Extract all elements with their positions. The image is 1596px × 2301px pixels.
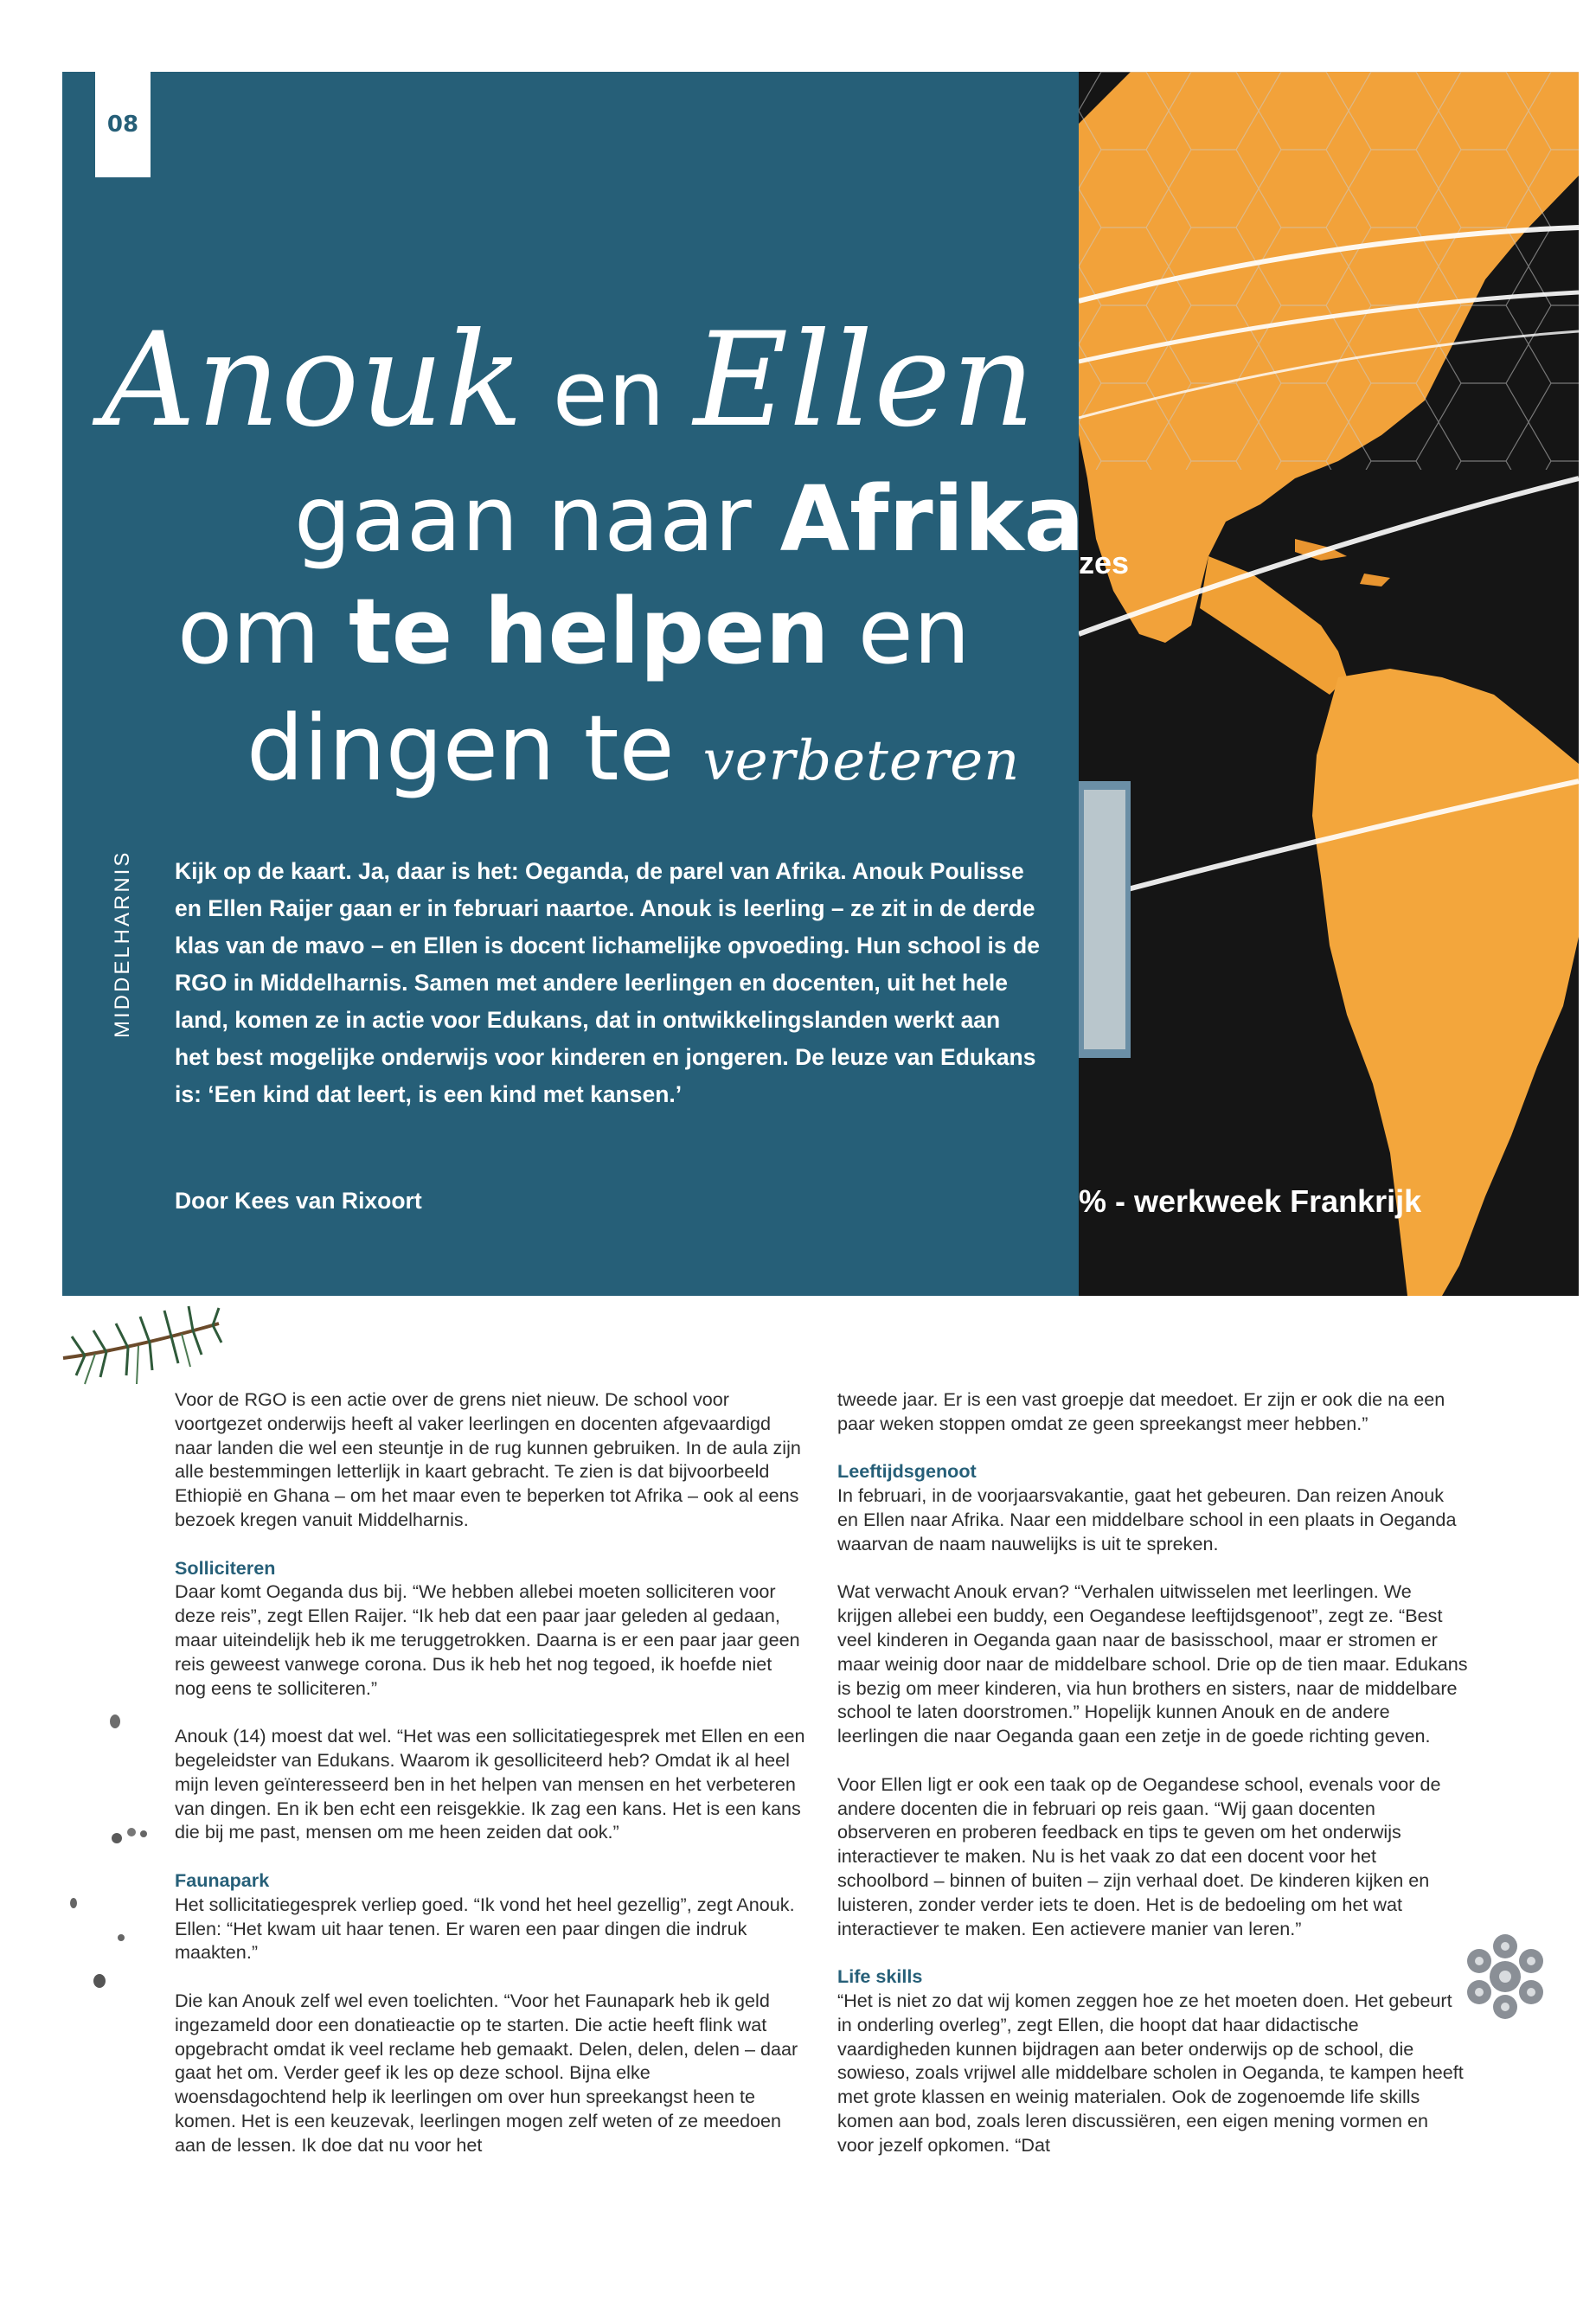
- article-column-1: [175, 1388, 806, 2181]
- paragraph: Anouk (14) moest dat wel. “Het was een sollicitatiegesprek met Ellen en een begeleidster van Edukans. Waarom ik gesolliciteerd heb? Omdat ik al heel mijn leven geïnteresseerd ben in het helpen van mensen en het verbeteren van dingen. En ik ben echt een reisgekkie. Ik zag een kans. Het is een kans die bij me past, mensen om me heen zeiden dat ook.”: [175, 1725, 805, 1843]
- pebble-decoration-1: [102, 1708, 128, 1734]
- title-en: en: [523, 341, 694, 446]
- paragraph: “Het is niet zo dat wij komen zeggen hoe ze het moeten doen. Het gebeurt in onderling overleg”, zegt Ellen, die hoopt dat haar didactische vaardigheden kunnen bijdragen aan beter onderwijs op de school, die sowieso, zoals vrijwel alle middelbare scholen in Oeganda, te kampen heeft met grote klassen en weinig materialen. Ook de zogenoemde life skills komen aan bod, zoals leren discussiëren, een eigen mening vormen en voor jezelf opkomen. “Dat: [837, 1989, 1464, 2156]
- title-om: om: [177, 579, 349, 684]
- subheading-leeftijdsgenoot: Leeftijdsgenoot: [837, 1460, 977, 1483]
- title-en-2: en: [829, 579, 971, 684]
- subheading-life-skills: Life skills: [837, 1965, 923, 1988]
- title-gaan-naar: gaan naar: [294, 466, 780, 572]
- page-number: 08: [95, 72, 151, 177]
- paragraph: Daar komt Oeganda dus bij. “We hebben allebei moeten solliciteren voor deze reis”, zegt Ellen Raijer. “Ik heb dat een paar jaar geleden al gedaan, maar uiteindelijk heb ik me teruggetrokken. Daarna is er een paar jaar geen reis geweest vanwege corona. Dus ik heb het nog tegoed, ik hoefde niet nog eens te solliciteren.”: [175, 1580, 800, 1699]
- map-label-2: % - werkweek Frankrijk: [1079, 1183, 1422, 1219]
- byline: Door Kees van Rixoort: [175, 1188, 422, 1214]
- title-name-anouk: Anouk: [102, 305, 524, 456]
- paragraph: Wat verwacht Anouk ervan? “Verhalen uitwisselen met leerlingen. We krijgen allebei een buddy, een Oegandese leeftijdsgenoot”, zegt ze. “Best veel kinderen in Oeganda gaan naar de basisschool, maar er stromen er maar weinig door naar de middelbare school. Drie op de tien maar. Edukans is bezig om meer kinderen, via hun brothers en sisters, naar de middelbare school te laten doorstromen.” Hopelijk kunnen Anouk en de andere leerlingen die naar Oeganda gaan een zetje in de goede richting geven.: [837, 1580, 1468, 1747]
- paragraph: Voor Ellen ligt er ook een taak op de Oegandese school, evenals voor de andere docenten die in februari op reis gaan. “Wij gaan docenten observeren en proberen feedback en tips te geven om het onderwijs interactiever te maken. Nu is het vaak zo dat een docent voor het schoolbord – binnen of buiten – zijn verhaal doet. De kinderen kijken en luisteren, zonder verder iets te doen. Het is de bedoeling om het wat interactiever te maken. Een actievere manier van leren.”: [837, 1772, 1441, 1939]
- title-line-4: [247, 695, 1021, 809]
- article-column-2: [837, 1388, 1469, 2181]
- section-label: [111, 850, 135, 1038]
- paragraph: In februari, in de voorjaarsvakantie, gaat het gebeuren. Dan reizen Anouk en Ellen naar Afrika. Naar een middelbare school in een plaats in Oeganda waarvan de naam nauwelijks is uit te spreken.: [837, 1484, 1457, 1554]
- paragraph: Die kan Anouk zelf wel even toelichten. “Voor het Faunapark heb ik geld ingezameld door een donatieactie op te starten. Die actie heeft flink wat opgebracht omdat ik veel reclame heb gemaakt. Delen, delen, delen – daar gaat het om. Verder geef ik les op deze school. Bijna elke woensdagochtend help ik leerlingen om over hun spreekangst heen te komen. Het is een keuzevak, leerlingen mogen zelf weten of ze meedoen aan de lessen. Ik doe dat nu voor het: [175, 1989, 798, 2156]
- map-illustration: [1079, 72, 1579, 1296]
- pebble-decoration-4: [112, 1929, 130, 1946]
- title-te-helpen: te helpen: [349, 579, 830, 684]
- title-line-1: [102, 305, 1036, 456]
- world-map-photo: [1079, 72, 1579, 1296]
- title-afrika: Afrika: [779, 466, 1085, 572]
- pebble-decoration-3: [65, 1894, 82, 1912]
- snowflake-decoration: [1453, 1925, 1557, 2029]
- section-label-text: MIDDELHARNIS: [111, 849, 134, 1038]
- paragraph: Voor de RGO is een actie over de grens niet nieuw. De school voor voortgezet onderwijs heeft al vaker leerlingen en docenten afgevaardigd naar landen die wel een steuntje in de rug kunnen gebruiken. In de aula zijn alle bestemmingen letterlijk in kaart gebracht. Te zien is dat bijvoorbeeld Ethiopië en Ghana – om het maar even te beperken tot Afrika – ook al eens bezoek kregen vanuit Middelharnis.: [175, 1388, 801, 1530]
- intro-paragraph: Kijk op de kaart. Ja, daar is het: Oeganda, de parel van Afrika. Anouk Poulisse en Ellen Raijer gaan er in februari naartoe. Anouk is leerling – ze zit in de derde klas van de mavo – en Ellen is docent lichamelijke opvoeding. Hun school is de RGO in Middelharnis. Samen met andere leerlingen en docenten, uit het hele land, komen ze in actie voor Edukans, dat in ontwikkelingslanden werkt aan het best mogelijke onderwijs voor kinderen en jongeren. De leuze van Edukans is: ‘Een kind dat leert, is een kind met kansen.’: [175, 858, 1040, 1107]
- title-name-ellen: Ellen: [693, 305, 1036, 456]
- pebble-decoration-2: [104, 1817, 156, 1851]
- pebble-decoration-5: [87, 1968, 112, 1994]
- subheading-faunapark: Faunapark: [175, 1868, 270, 1891]
- map-label-1: zes: [1079, 545, 1130, 580]
- paragraph: Het sollicitatiegesprek verliep goed. “Ik vond het heel gezellig”, zegt Anouk. Ellen: “Het kwam uit haar tenen. Er waren een paar dingen die indruk maakten.”: [175, 1893, 795, 1964]
- title-verbeteren: verbeteren: [702, 729, 1021, 793]
- paragraph: tweede jaar. Er is een vast groepje dat meedoet. Er zijn er ook die na een paar weken stoppen omdat ze geen spreekangst meer hebben.”: [837, 1388, 1445, 1434]
- title-line-3: [177, 579, 971, 684]
- title-line-2: [294, 466, 1085, 572]
- subheading-solliciteren: Solliciteren: [175, 1556, 276, 1579]
- title-dingen-te: dingen te: [247, 695, 703, 801]
